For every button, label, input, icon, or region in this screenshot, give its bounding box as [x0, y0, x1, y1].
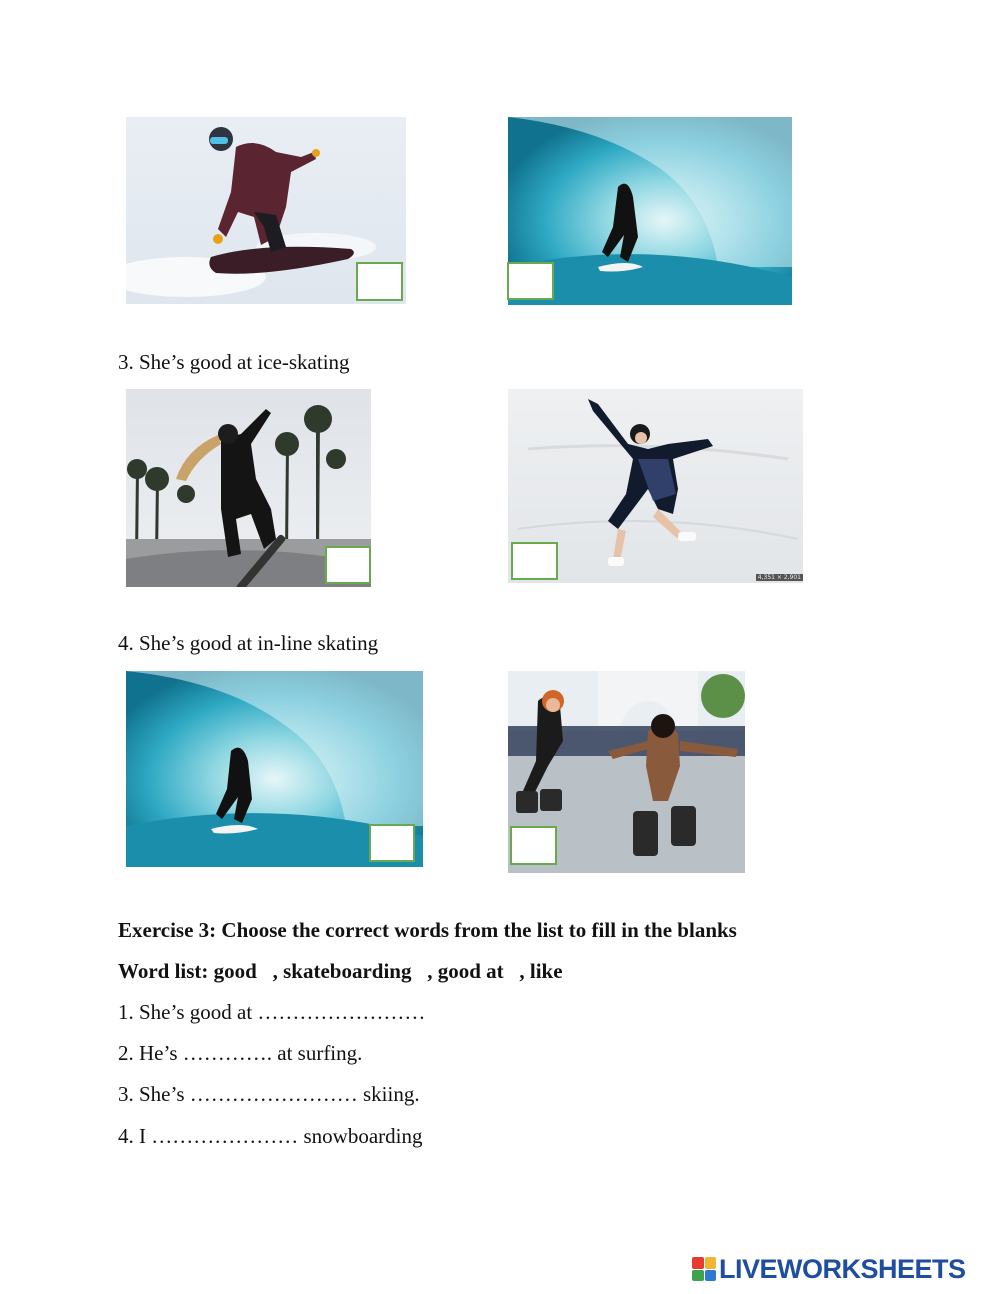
answer-box-6[interactable]: [510, 826, 557, 865]
caption-item-4: 4. She’s good at in-line skating: [118, 631, 379, 655]
answer-box-1[interactable]: [356, 262, 403, 301]
word-list-words: good , skateboarding , good at , like: [208, 959, 563, 983]
liveworksheets-mark-icon: [692, 1257, 716, 1281]
sentence-4: 4. I ………………… snowboarding: [118, 1124, 423, 1148]
exercise-3-heading: Exercise 3: Choose the correct words from the list to fill in the blanks: [118, 918, 737, 942]
answer-box-4[interactable]: [511, 542, 558, 580]
sentence-3: 3. She’s …………………… skiing.: [118, 1082, 420, 1106]
brand-name: LIVEWORKSHEETS: [719, 1253, 966, 1284]
word-list: [118, 958, 563, 984]
answer-box-3[interactable]: [325, 546, 371, 584]
answer-box-5[interactable]: [369, 824, 415, 862]
liveworksheets-logo: [692, 1254, 966, 1284]
caption-item-3: 3. She’s good at ice-skating: [118, 350, 350, 374]
sentence-1: 1. She’s good at ……………………: [118, 1000, 426, 1024]
image-dimensions-badge: 4,351 × 2,901: [757, 574, 801, 581]
sentence-2: 2. He’s …………. at surfing.: [118, 1041, 363, 1065]
answer-box-2[interactable]: [507, 262, 554, 300]
word-list-label: Word list:: [118, 959, 209, 983]
